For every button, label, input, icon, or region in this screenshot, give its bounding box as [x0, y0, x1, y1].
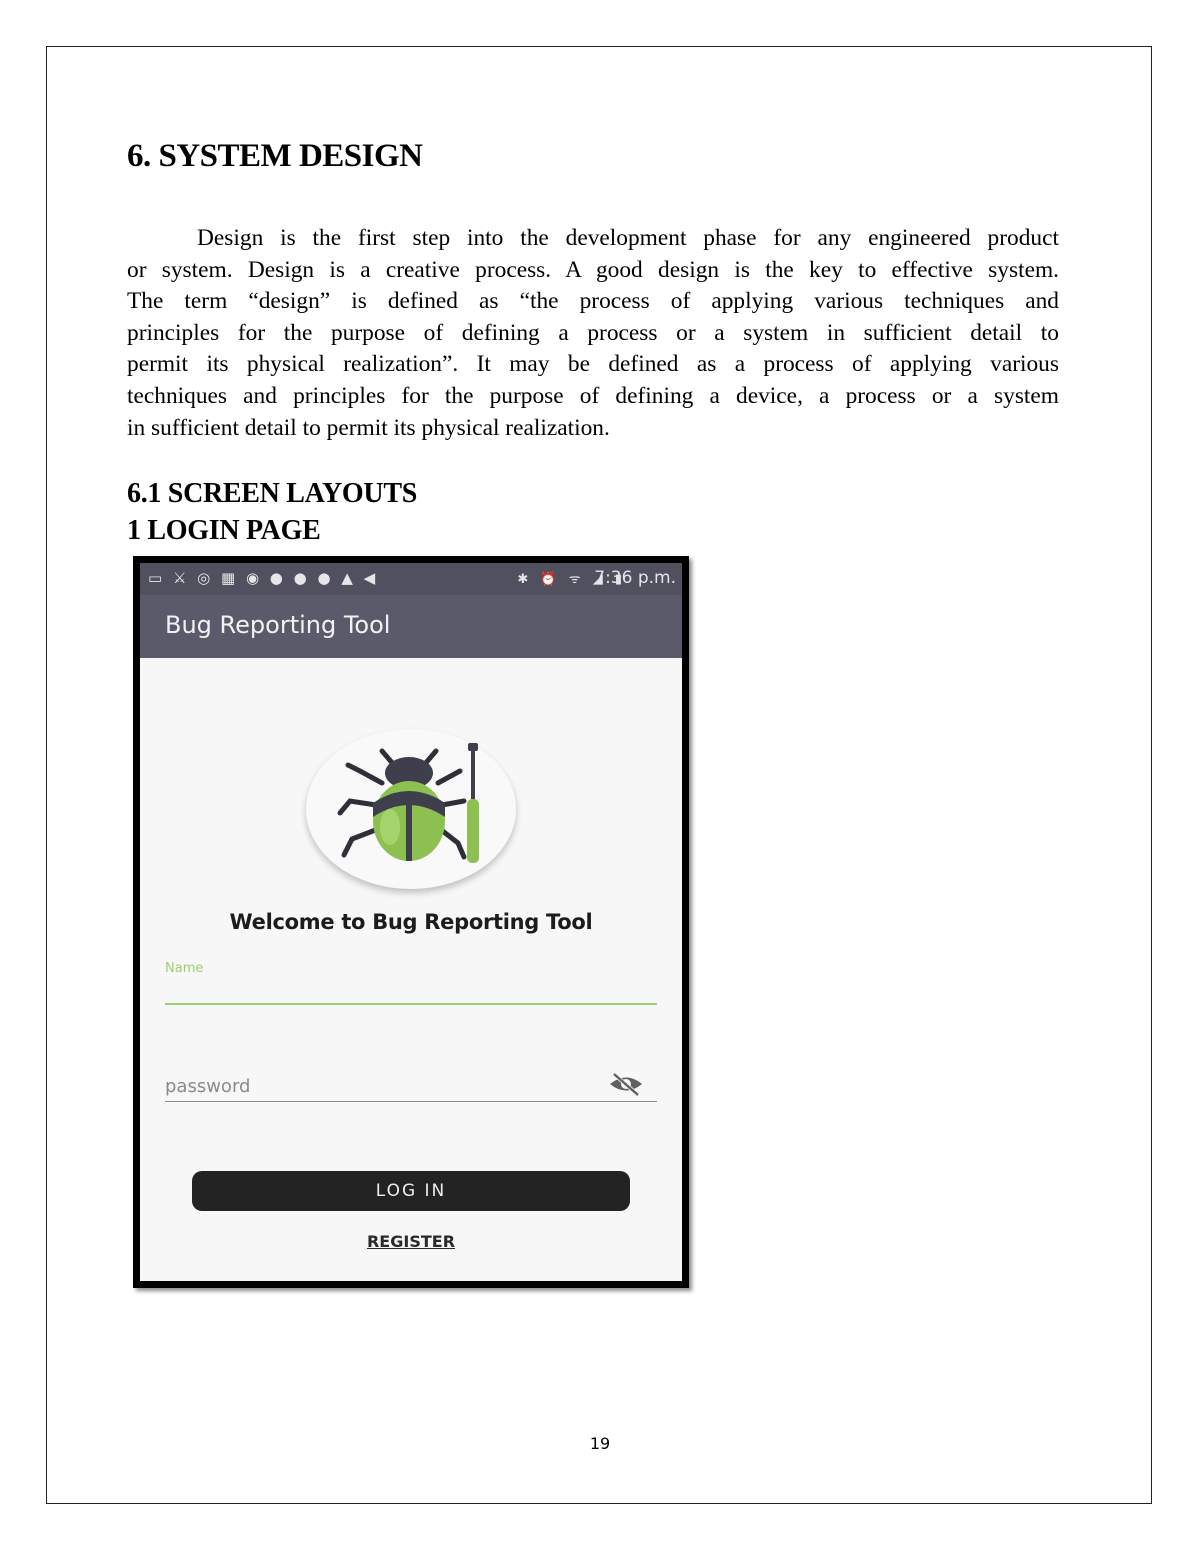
- login-button[interactable]: LOG IN: [192, 1171, 630, 1211]
- app-title: Bug Reporting Tool: [165, 611, 391, 639]
- paragraph-line: or system. Design is a creative process. A good design is the key to effective system.: [127, 256, 1059, 283]
- password-input[interactable]: password: [165, 1076, 251, 1097]
- paragraph-line: The term “design” is defined as “the process of applying various techniques and: [127, 288, 1059, 315]
- name-input[interactable]: [165, 1003, 657, 1005]
- subsection-heading: 6.1 SCREEN LAYOUTS: [127, 478, 417, 509]
- notification-icons: ▭ ⚔ ◎ ▦ ◉ ● ● ● ▲ ◀: [148, 569, 379, 587]
- bug-logo-icon: [330, 743, 490, 873]
- page-number: 19: [589, 1434, 611, 1453]
- paragraph-line: permit its physical realization”. It may be defined as a process of applying various: [127, 351, 1059, 378]
- paragraph-line: Design is the first step into the development phase for any engineered product: [197, 225, 1059, 251]
- system-status-icons: ✱ ⏰ ᯤ ◢ ▮: [517, 572, 626, 587]
- app-bar: [140, 595, 682, 658]
- login-screenshot: [133, 556, 689, 1288]
- password-underline: [165, 1101, 657, 1102]
- status-time: 7:36 p.m.: [594, 568, 676, 588]
- paragraph-line: in sufficient detail to permit its physical realization.: [127, 414, 610, 441]
- status-bar: [140, 563, 682, 595]
- body-paragraph: [127, 223, 1059, 444]
- visibility-off-icon[interactable]: [608, 1071, 644, 1097]
- register-link[interactable]: REGISTER: [366, 1232, 456, 1251]
- welcome-text: Welcome to Bug Reporting Tool: [229, 910, 593, 934]
- paragraph-line: techniques and principles for the purpose of defining a device, a process or a system: [127, 382, 1059, 409]
- login-page-heading: 1 LOGIN PAGE: [127, 515, 321, 546]
- name-field-label: Name: [165, 961, 204, 976]
- section-heading: 6. SYSTEM DESIGN: [127, 138, 423, 174]
- paragraph-line: principles for the purpose of defining a process or a system in sufficient detail to: [127, 319, 1059, 346]
